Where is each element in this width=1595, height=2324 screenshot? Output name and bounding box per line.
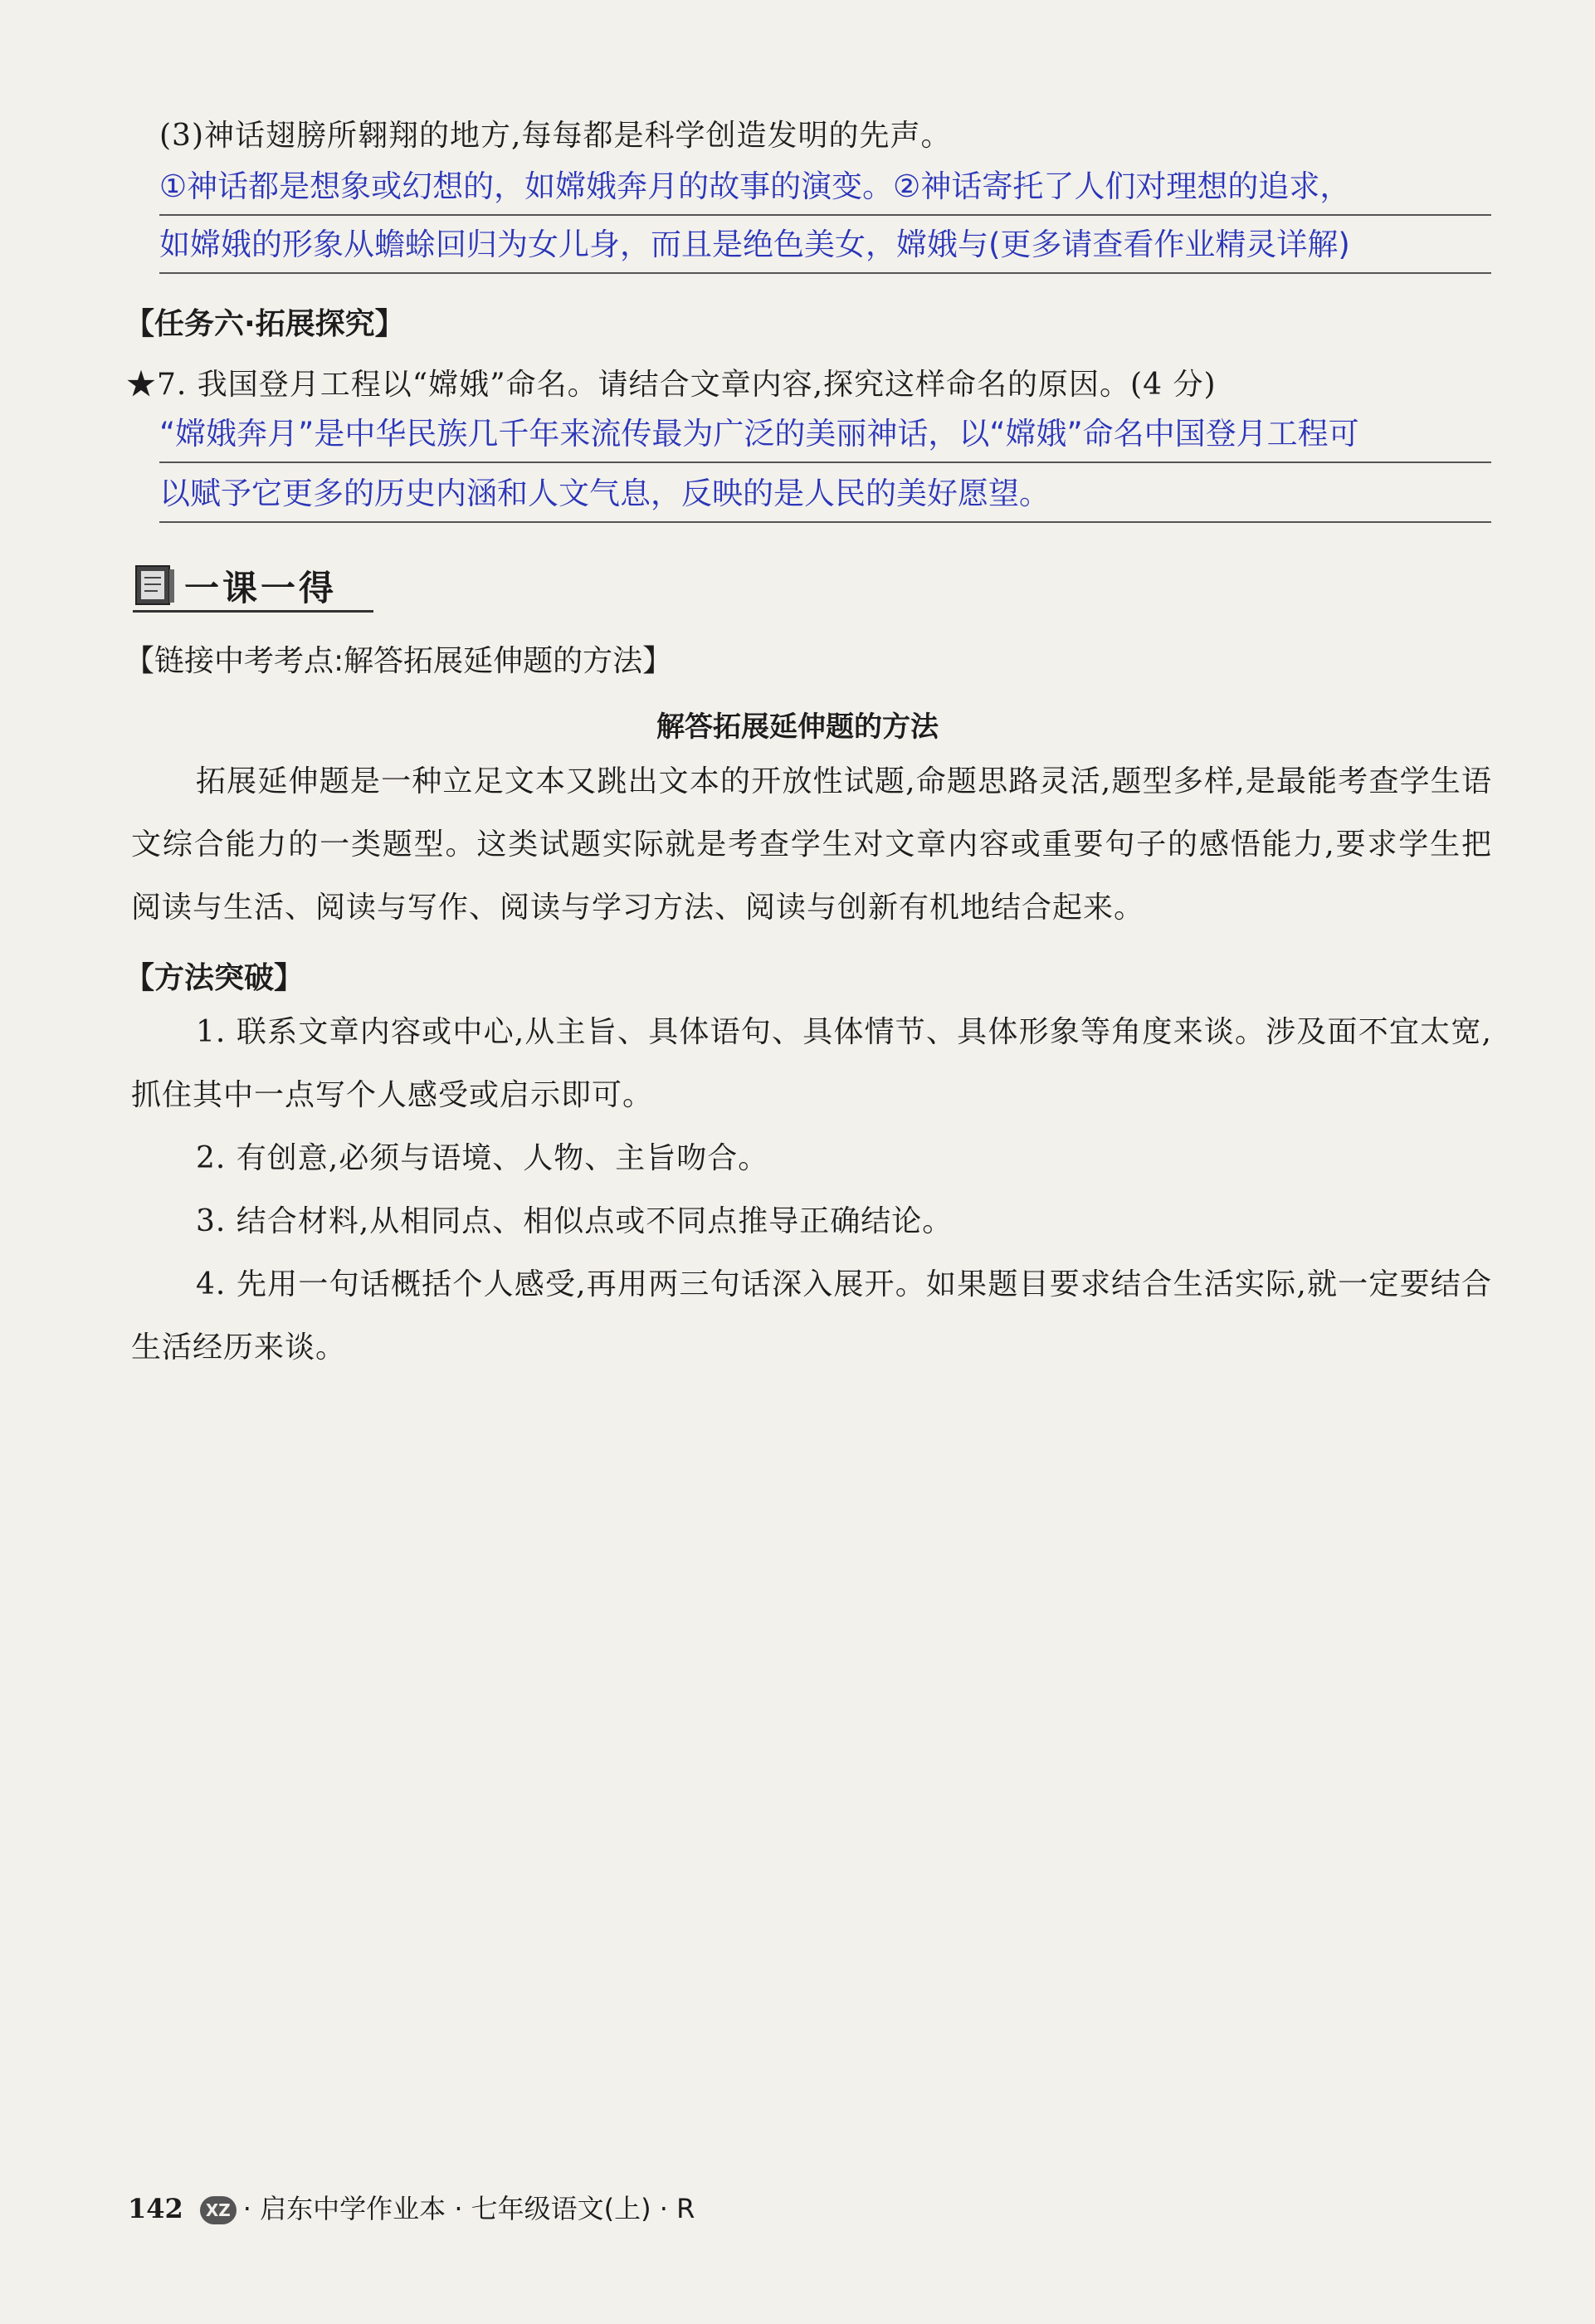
book-title: · 启东中学作业本 · 七年级语文(上) · R xyxy=(242,2193,695,2224)
page-number: 142 xyxy=(128,2193,183,2224)
method-heading: 【方法突破】 xyxy=(124,961,305,995)
question-7-prompt xyxy=(126,361,1217,403)
question-3-answer-line-2: 如嫦娥的形象从蟾蜍回归为女儿身，而且是绝色美女，嫦娥与(更多请查看作业精灵详解) xyxy=(159,217,1491,274)
question-3-prompt: (3)神话翅膀所翱翔的地方,每每都是科学创造发明的先声。 xyxy=(159,119,952,153)
intro-paragraph: 拓展延伸题是一种立足文本又跳出文本的开放性试题,命题思路灵活,题型多样,是最能考查学生语文综合能力的一类题型。这类试题实际就是考查学生对文章内容或重要句子的感悟能力,要求学生把阅读与生活、阅读与写作、阅读与学习方法、阅读与创新有机地结合起来。 xyxy=(131,764,1492,925)
notebook-icon xyxy=(133,563,176,608)
star-icon: ★ xyxy=(126,368,158,402)
article-title: 解答拓展延伸题的方法 xyxy=(656,710,939,744)
page-footer xyxy=(128,2188,695,2226)
question-3-answer-line-1: ①神话都是想象或幻想的，如嫦娥奔月的故事的演变。②神话寄托了人们对理想的追求， xyxy=(159,159,1491,216)
method-item-4: 4. 先用一句话概括个人感受,再用两三句话深入展开。如果题目要求结合生活实际,就一定要结合生活经历来谈。 xyxy=(131,1267,1492,1365)
question-7-answer-line-1: “嫦娥奔月”是中华民族几千年来流传最为广泛的美丽神话，以“嫦娥”命名中国登月工程可 xyxy=(159,407,1491,463)
method-item-2: 2. 有创意,必须与语境、人物、主旨吻合。 xyxy=(196,1141,769,1175)
method-item-3: 3. 结合材料,从相同点、相似点或不同点推导正确结论。 xyxy=(196,1204,954,1238)
lesson-banner-title: 一课一得 xyxy=(184,568,338,608)
question-7-answer-line-2: 以赋予它更多的历史内涵和人文气息，反映的是人民的美好愿望。 xyxy=(159,466,1491,523)
publisher-badge: XZ xyxy=(200,2196,237,2224)
link-exam-heading: 【链接中考考点:解答拓展延伸题的方法】 xyxy=(124,644,673,678)
method-item-1: 1. 联系文章内容或中心,从主旨、具体语句、具体情节、具体形象等角度来谈。涉及面不宜太宽,抓住其中一点写个人感受或启示即可。 xyxy=(131,1015,1492,1112)
banner-underline xyxy=(133,610,373,613)
question-7-text: 7. 我国登月工程以“嫦娥”命名。请结合文章内容,探究这样命名的原因。(4 分) xyxy=(157,368,1217,402)
task-6-heading: 【任务六·拓展探究】 xyxy=(124,307,405,341)
